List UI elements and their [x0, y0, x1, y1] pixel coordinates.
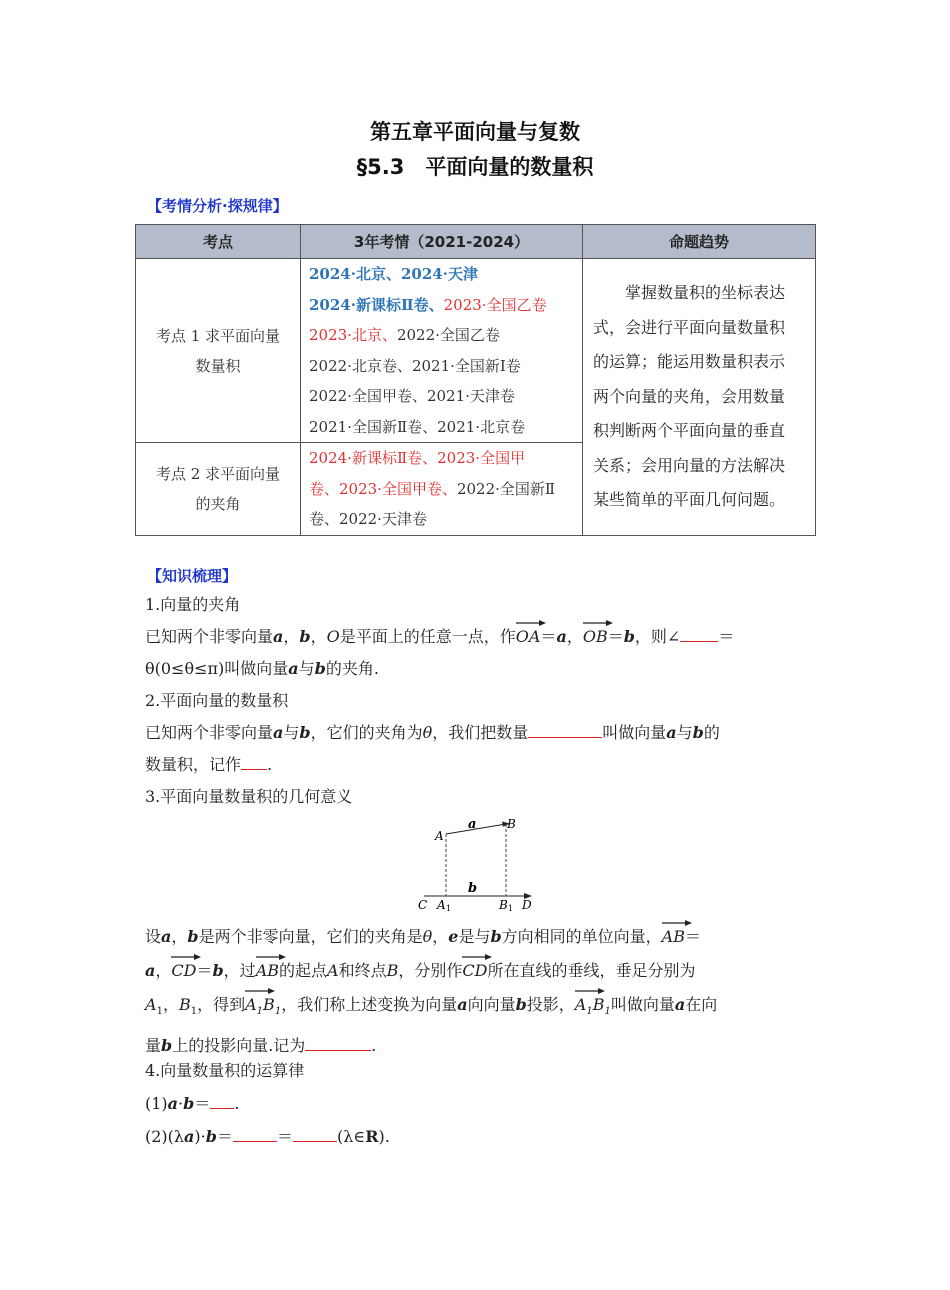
exam-year-line	[309, 474, 574, 505]
exam-year-segment: 卷、2022·天津卷	[309, 510, 427, 528]
figure-label-b: b	[468, 881, 478, 896]
k4-title: 4.向量数量积的运算律	[145, 1061, 305, 1080]
vector-A1B1: $A_1B_1$	[245, 995, 281, 1014]
exam-year-segment: 2022·北京卷、2021·全国新Ⅰ卷	[309, 356, 521, 375]
answer-blank[interactable]	[305, 1034, 371, 1051]
answer-blank[interactable]	[241, 753, 267, 770]
k2-paragraph: 已知两个非零向量a与b，它们的夹角为θ，我们把数量 叫做向量a与b的 数量积，记作 .	[145, 723, 720, 774]
figure-label-A1: A	[437, 898, 446, 912]
exam-years-cell	[301, 443, 583, 536]
trend-line: 的运算；能运用数量积表示	[593, 352, 786, 371]
exam-year-segment: 卷、2023·全国甲卷、	[309, 479, 457, 498]
k3-paragraph: 设a，b是两个非零向量，它们的夹角是θ，e是与b方向相同的单位向量， AB＝ a， CD＝b，过 AB的起点A和终点B，分别作 CD所在直线的垂线，垂足分别为 $A_1$，$B_1$，得到 $A_1B_1$，我们称上述变换为向量a向向量b投影， $A_1B_1$叫做向量a在向 量b上的投影向量.记为 .	[145, 920, 815, 1063]
exam-year-segment: 2024·新课标Ⅱ卷、2023·全国甲	[309, 449, 526, 467]
exam-year-line	[309, 381, 574, 412]
vector-OA: OA	[516, 627, 541, 646]
vector-CD: CD	[462, 961, 487, 980]
exam-year-line	[309, 259, 574, 290]
table-header: 命题趋势	[583, 225, 816, 259]
exam-point-line: 的夹角	[195, 494, 241, 513]
exam-year-line	[309, 504, 574, 535]
exam-point-cell	[136, 443, 301, 536]
exam-year-line	[309, 290, 574, 321]
figure-label-A: A	[435, 829, 444, 843]
answer-blank[interactable]	[210, 1092, 234, 1109]
k4-rule-2: (2)(λa)·b＝ ＝ (λ∈R).	[145, 1127, 390, 1146]
analysis-heading: 【考情分析·探规律】	[147, 197, 288, 215]
exam-year-segment: 2022·全国乙卷	[396, 326, 500, 344]
answer-blank[interactable]	[528, 721, 602, 738]
exam-year-segment: 2022·全国新Ⅱ	[456, 479, 556, 498]
exam-year-segment: 2023·北京、	[309, 326, 397, 344]
answer-blank[interactable]	[233, 1125, 277, 1142]
exam-point-line: 考点 1 求平面向量	[155, 326, 281, 345]
vector-OB: OB	[583, 627, 608, 646]
section-title: §5.3 平面向量的数量积	[356, 155, 594, 179]
figure-label-D: D	[522, 898, 532, 912]
trend-line: 关系；会用向量的方法解决	[593, 455, 786, 475]
k1-title: 1.向量的夹角	[145, 595, 241, 614]
exam-year-segment: 2022·全国甲卷、2021·天津卷	[309, 387, 515, 405]
trend-line: 某些简单的平面几何问题。	[593, 490, 786, 509]
exam-year-segment: 2024·新课标Ⅱ卷、	[309, 295, 444, 314]
trend-line: 积判断两个平面向量的垂直	[593, 421, 786, 440]
exam-year-line	[309, 351, 574, 382]
answer-blank[interactable]	[680, 625, 718, 642]
exam-year-segment: 2021·全国新Ⅱ卷、2021·北京卷	[309, 417, 526, 436]
figure-label-B1: B	[499, 898, 508, 912]
figure-label-a: a	[468, 817, 477, 832]
exam-point-line: 数量积	[195, 356, 241, 375]
vector-AB: AB	[662, 927, 685, 946]
exam-analysis-table	[135, 224, 816, 536]
exam-year-segment: 2024·北京、2024·天津	[309, 265, 478, 283]
trend-cell	[583, 259, 816, 536]
trend-line: 两个向量的夹角，会用数量	[593, 386, 786, 406]
chapter-title: 第五章平面向量与复数	[370, 120, 580, 144]
exam-point-line: 考点 2 求平面向量	[155, 464, 281, 483]
projection-figure	[410, 812, 545, 914]
figure-label-C: C	[418, 898, 428, 912]
table-header-row	[136, 225, 816, 259]
figure-label-B: B	[507, 817, 516, 831]
vector-CD: CD	[171, 961, 196, 980]
table-header: 3年考情（2021-2024）	[301, 225, 583, 259]
trend-line: 掌握数量积的坐标表达	[593, 283, 786, 302]
trend-line: 式，会进行平面向量数量积	[593, 317, 786, 337]
answer-blank[interactable]	[293, 1125, 337, 1142]
vector-A1B1: $A_1B_1$	[575, 995, 611, 1014]
vector-AB: AB	[256, 961, 279, 980]
figure-sub-A1: 1	[446, 904, 452, 913]
knowledge-heading: 【知识梳理】	[147, 567, 238, 585]
exam-year-segment: 2023·全国乙卷	[443, 295, 547, 314]
table-header: 考点	[136, 225, 301, 259]
exam-year-line	[309, 443, 574, 474]
exam-years-cell	[301, 259, 583, 443]
exam-year-line	[309, 412, 574, 443]
k4-rule-1: (1)a·b＝ .	[145, 1094, 240, 1113]
exam-point-cell	[136, 259, 301, 443]
table-row	[136, 259, 816, 443]
k1-paragraph: 已知两个非零向量a，b，O是平面上的任意一点，作 OA＝a， OB＝b，则∠ ＝ θ(0≤θ≤π)叫做向量a与b的夹角.	[145, 621, 815, 685]
k2-title: 2.平面向量的数量积	[145, 691, 289, 710]
figure-sub-B1: 1	[508, 904, 514, 913]
k3-title: 3.平面向量数量积的几何意义	[145, 787, 353, 806]
exam-year-line	[309, 320, 574, 351]
